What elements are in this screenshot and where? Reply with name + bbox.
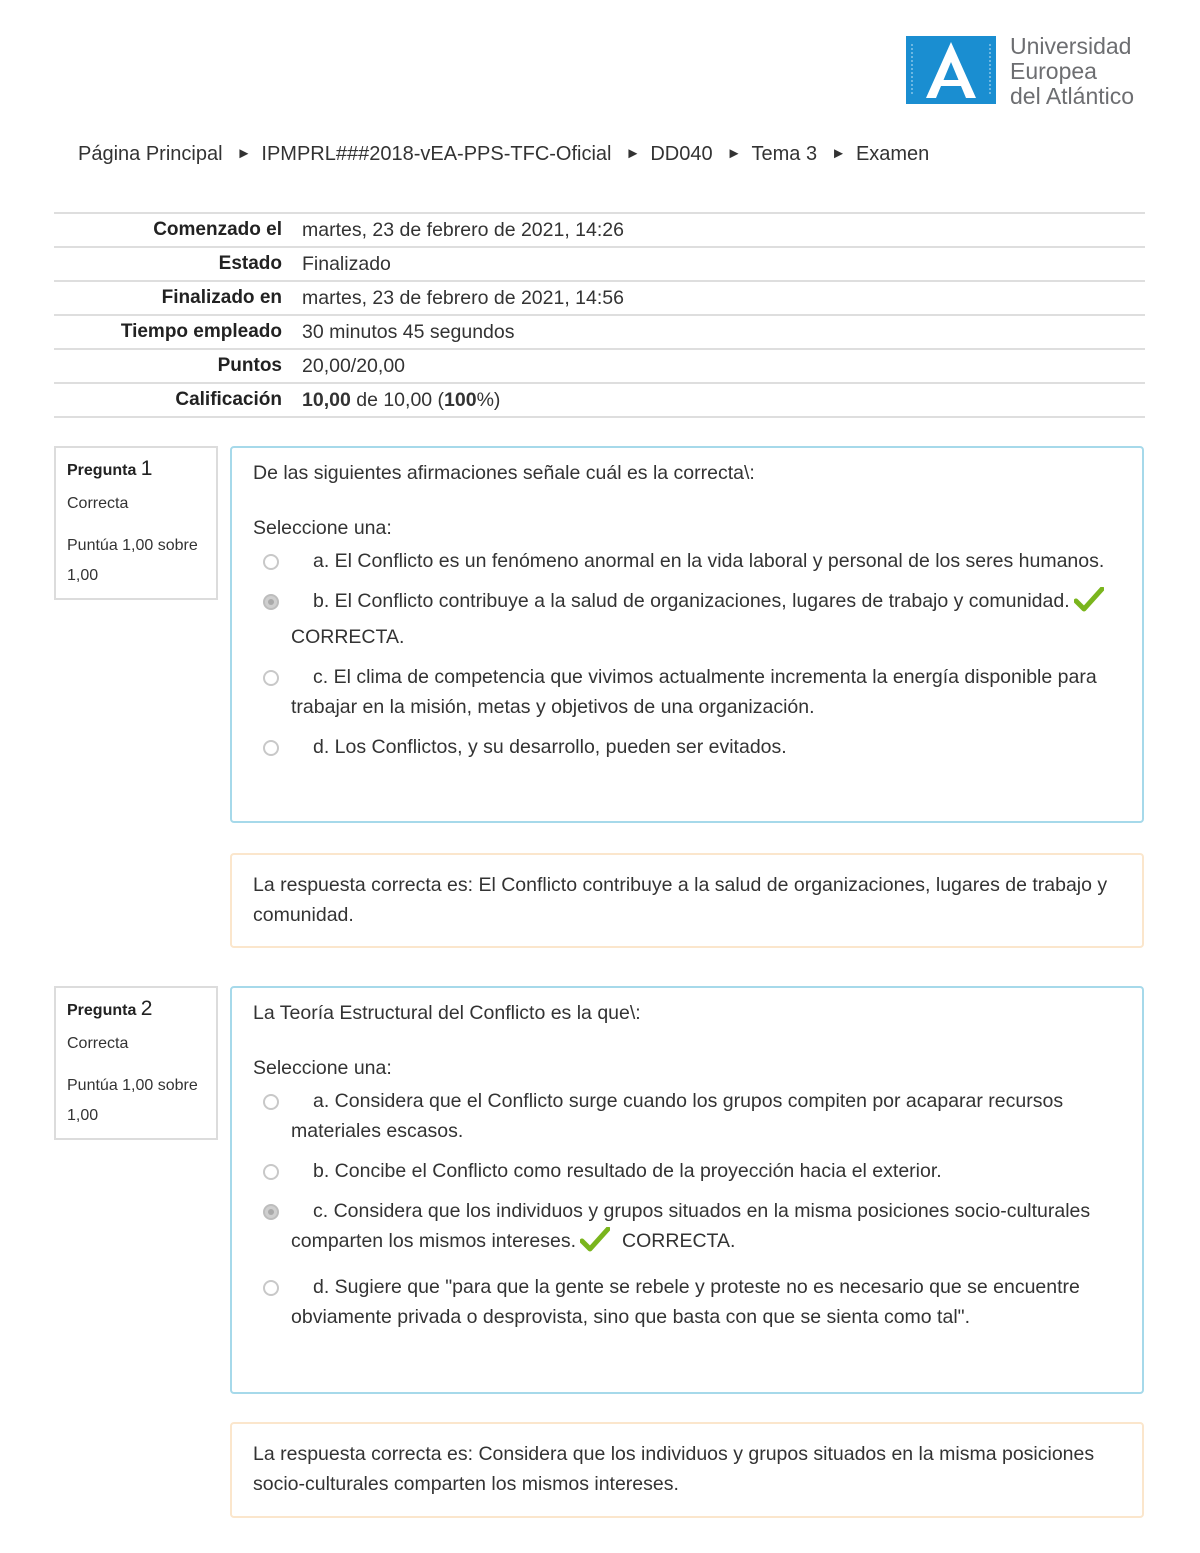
question-number-value: 2	[140, 997, 153, 1020]
correct-answer-feedback: La respuesta correcta es: El Conflicto contribuye a la salud de organizaciones, lugares de trabajo y comunidad.	[253, 874, 1108, 926]
question-number-value: 1	[140, 457, 153, 480]
summary-label: Puntos	[217, 355, 282, 376]
answer-label: a. Considera que el Conflicto surge cuando los grupos compiten por acaparar recursos materiales escasos.	[291, 1090, 1064, 1142]
summary-row	[54, 247, 1145, 281]
answer-option-b[interactable]	[253, 586, 1122, 652]
answer-label: b. El Conflicto contribuye a la salud de organizaciones, lugares de trabajo y comunidad.	[313, 590, 1070, 612]
correct-answer-feedback: La respuesta correcta es: Considera que los individuos y grupos situados en la misma posiciones socio-culturales comparten los mismos intereses.	[253, 1443, 1095, 1495]
answer-prompt: Seleccione una:	[253, 1057, 392, 1079]
answer-label: d. Los Conflictos, y su desarrollo, pueden ser evitados.	[313, 736, 787, 758]
logo-line: Europea	[1010, 58, 1097, 84]
answer-label: c. El clima de competencia que vivimos actualmente incrementa la energía disponible para trabajar en la misión, metas y objetivos de una organización.	[291, 666, 1097, 718]
breadcrumb-separator-icon: ►	[625, 145, 641, 162]
answer-option-a[interactable]	[253, 546, 1122, 576]
question-grade: Puntúa 1,00 sobre 1,00	[67, 537, 198, 584]
question-grade: Puntúa 1,00 sobre 1,00	[67, 1077, 198, 1124]
summary-value: 20,00/20,00	[302, 354, 406, 377]
breadcrumb-item-section[interactable]: DD040	[650, 143, 713, 165]
summary-row	[54, 315, 1145, 349]
logo-line: Universidad	[1010, 33, 1132, 59]
question-label: Pregunta	[67, 1002, 137, 1019]
correct-marker: CORRECTA.	[291, 626, 405, 648]
university-logo[interactable]	[906, 33, 1135, 109]
answer-label: a. El Conflicto es un fenómeno anormal en la vida laboral y personal de los seres humanos.	[313, 550, 1105, 572]
radio-button[interactable]	[263, 1280, 279, 1296]
summary-value: martes, 23 de febrero de 2021, 14:26	[302, 218, 624, 241]
logo-line: del Atlántico	[1010, 83, 1135, 109]
radio-button[interactable]	[263, 554, 279, 570]
question-content-1	[230, 446, 1144, 823]
feedback-1	[230, 853, 1144, 948]
checkmark-icon	[1074, 587, 1104, 622]
breadcrumb-separator-icon: ►	[236, 145, 252, 162]
grade-percent: 100	[444, 388, 477, 411]
radio-button-checked[interactable]	[263, 1204, 279, 1220]
answer-label: d. Sugiere que "para que la gente se rebele y proteste no es necesario que se encuentre obviamente privada o desprovista, sino que basta con que se sienta como tal".	[291, 1276, 1080, 1328]
question-number	[67, 457, 216, 481]
summary-label: Tiempo empleado	[120, 321, 282, 342]
radio-button[interactable]	[263, 670, 279, 686]
answer-option-c[interactable]	[253, 662, 1122, 722]
answer-option-a[interactable]	[253, 1086, 1122, 1146]
question-number	[67, 997, 216, 1021]
summary-label: Comenzado el	[153, 219, 282, 240]
answer-label: c. Considera que los individuos y grupos situados en la misma posiciones socio-culturales comparten los mismos intereses.	[291, 1200, 1091, 1252]
grade-value	[292, 383, 1145, 417]
answer-list	[253, 1086, 1122, 1332]
correct-marker: CORRECTA.	[622, 1230, 736, 1252]
summary-value: Finalizado	[302, 252, 391, 275]
grade-score: 10,00	[302, 388, 351, 411]
breadcrumb-item-course[interactable]: IPMPRL###2018-vEA-PPS-TFC-Oficial	[261, 143, 612, 165]
summary-row	[54, 383, 1145, 417]
checkmark-icon	[580, 1227, 610, 1262]
question-label: Pregunta	[67, 462, 137, 479]
answer-option-b[interactable]	[253, 1156, 1122, 1186]
summary-label: Estado	[218, 253, 282, 274]
answer-label: b. Concibe el Conflicto como resultado de la proyección hacia el exterior.	[313, 1160, 942, 1182]
radio-button[interactable]	[263, 740, 279, 756]
summary-value: martes, 23 de febrero de 2021, 14:56	[302, 286, 624, 309]
breadcrumb-item-home[interactable]: Página Principal	[78, 143, 223, 165]
answer-option-d[interactable]	[253, 732, 1122, 762]
breadcrumb-separator-icon: ►	[831, 145, 846, 162]
breadcrumb-item-topic[interactable]: Tema 3	[751, 143, 818, 165]
summary-row	[54, 213, 1145, 247]
question-info-2	[54, 986, 218, 1140]
question-content-2	[230, 986, 1144, 1394]
grade-max: de 10,00 (	[350, 388, 445, 411]
attempt-summary-table	[54, 212, 1145, 418]
breadcrumb-item-quiz[interactable]: Examen	[855, 143, 930, 165]
radio-button[interactable]	[263, 1164, 279, 1180]
answer-option-d[interactable]	[253, 1272, 1122, 1332]
question-text: De las siguientes afirmaciones señale cuál es la correcta\:	[253, 462, 755, 484]
summary-row	[54, 281, 1145, 315]
radio-button[interactable]	[263, 1094, 279, 1110]
logo-wordmark	[1010, 34, 1134, 109]
answer-prompt: Seleccione una:	[253, 517, 392, 539]
answer-list	[253, 546, 1122, 762]
summary-label: Finalizado en	[161, 287, 282, 308]
breadcrumb-separator-icon: ►	[726, 145, 742, 162]
question-text: La Teoría Estructural del Conflicto es la que\:	[253, 1002, 641, 1024]
breadcrumb	[78, 143, 929, 166]
summary-row	[54, 349, 1145, 383]
radio-button-checked[interactable]	[263, 594, 279, 610]
question-info-1	[54, 446, 218, 600]
question-state: Correcta	[67, 1035, 129, 1052]
feedback-2	[230, 1422, 1144, 1518]
summary-value: 30 minutos 45 segundos	[302, 320, 515, 343]
summary-label: Calificación	[175, 389, 282, 410]
answer-option-c[interactable]	[253, 1196, 1122, 1262]
question-state: Correcta	[67, 495, 129, 512]
grade-percent-suffix: %)	[476, 388, 501, 411]
letter-a-logo-icon	[906, 36, 996, 104]
